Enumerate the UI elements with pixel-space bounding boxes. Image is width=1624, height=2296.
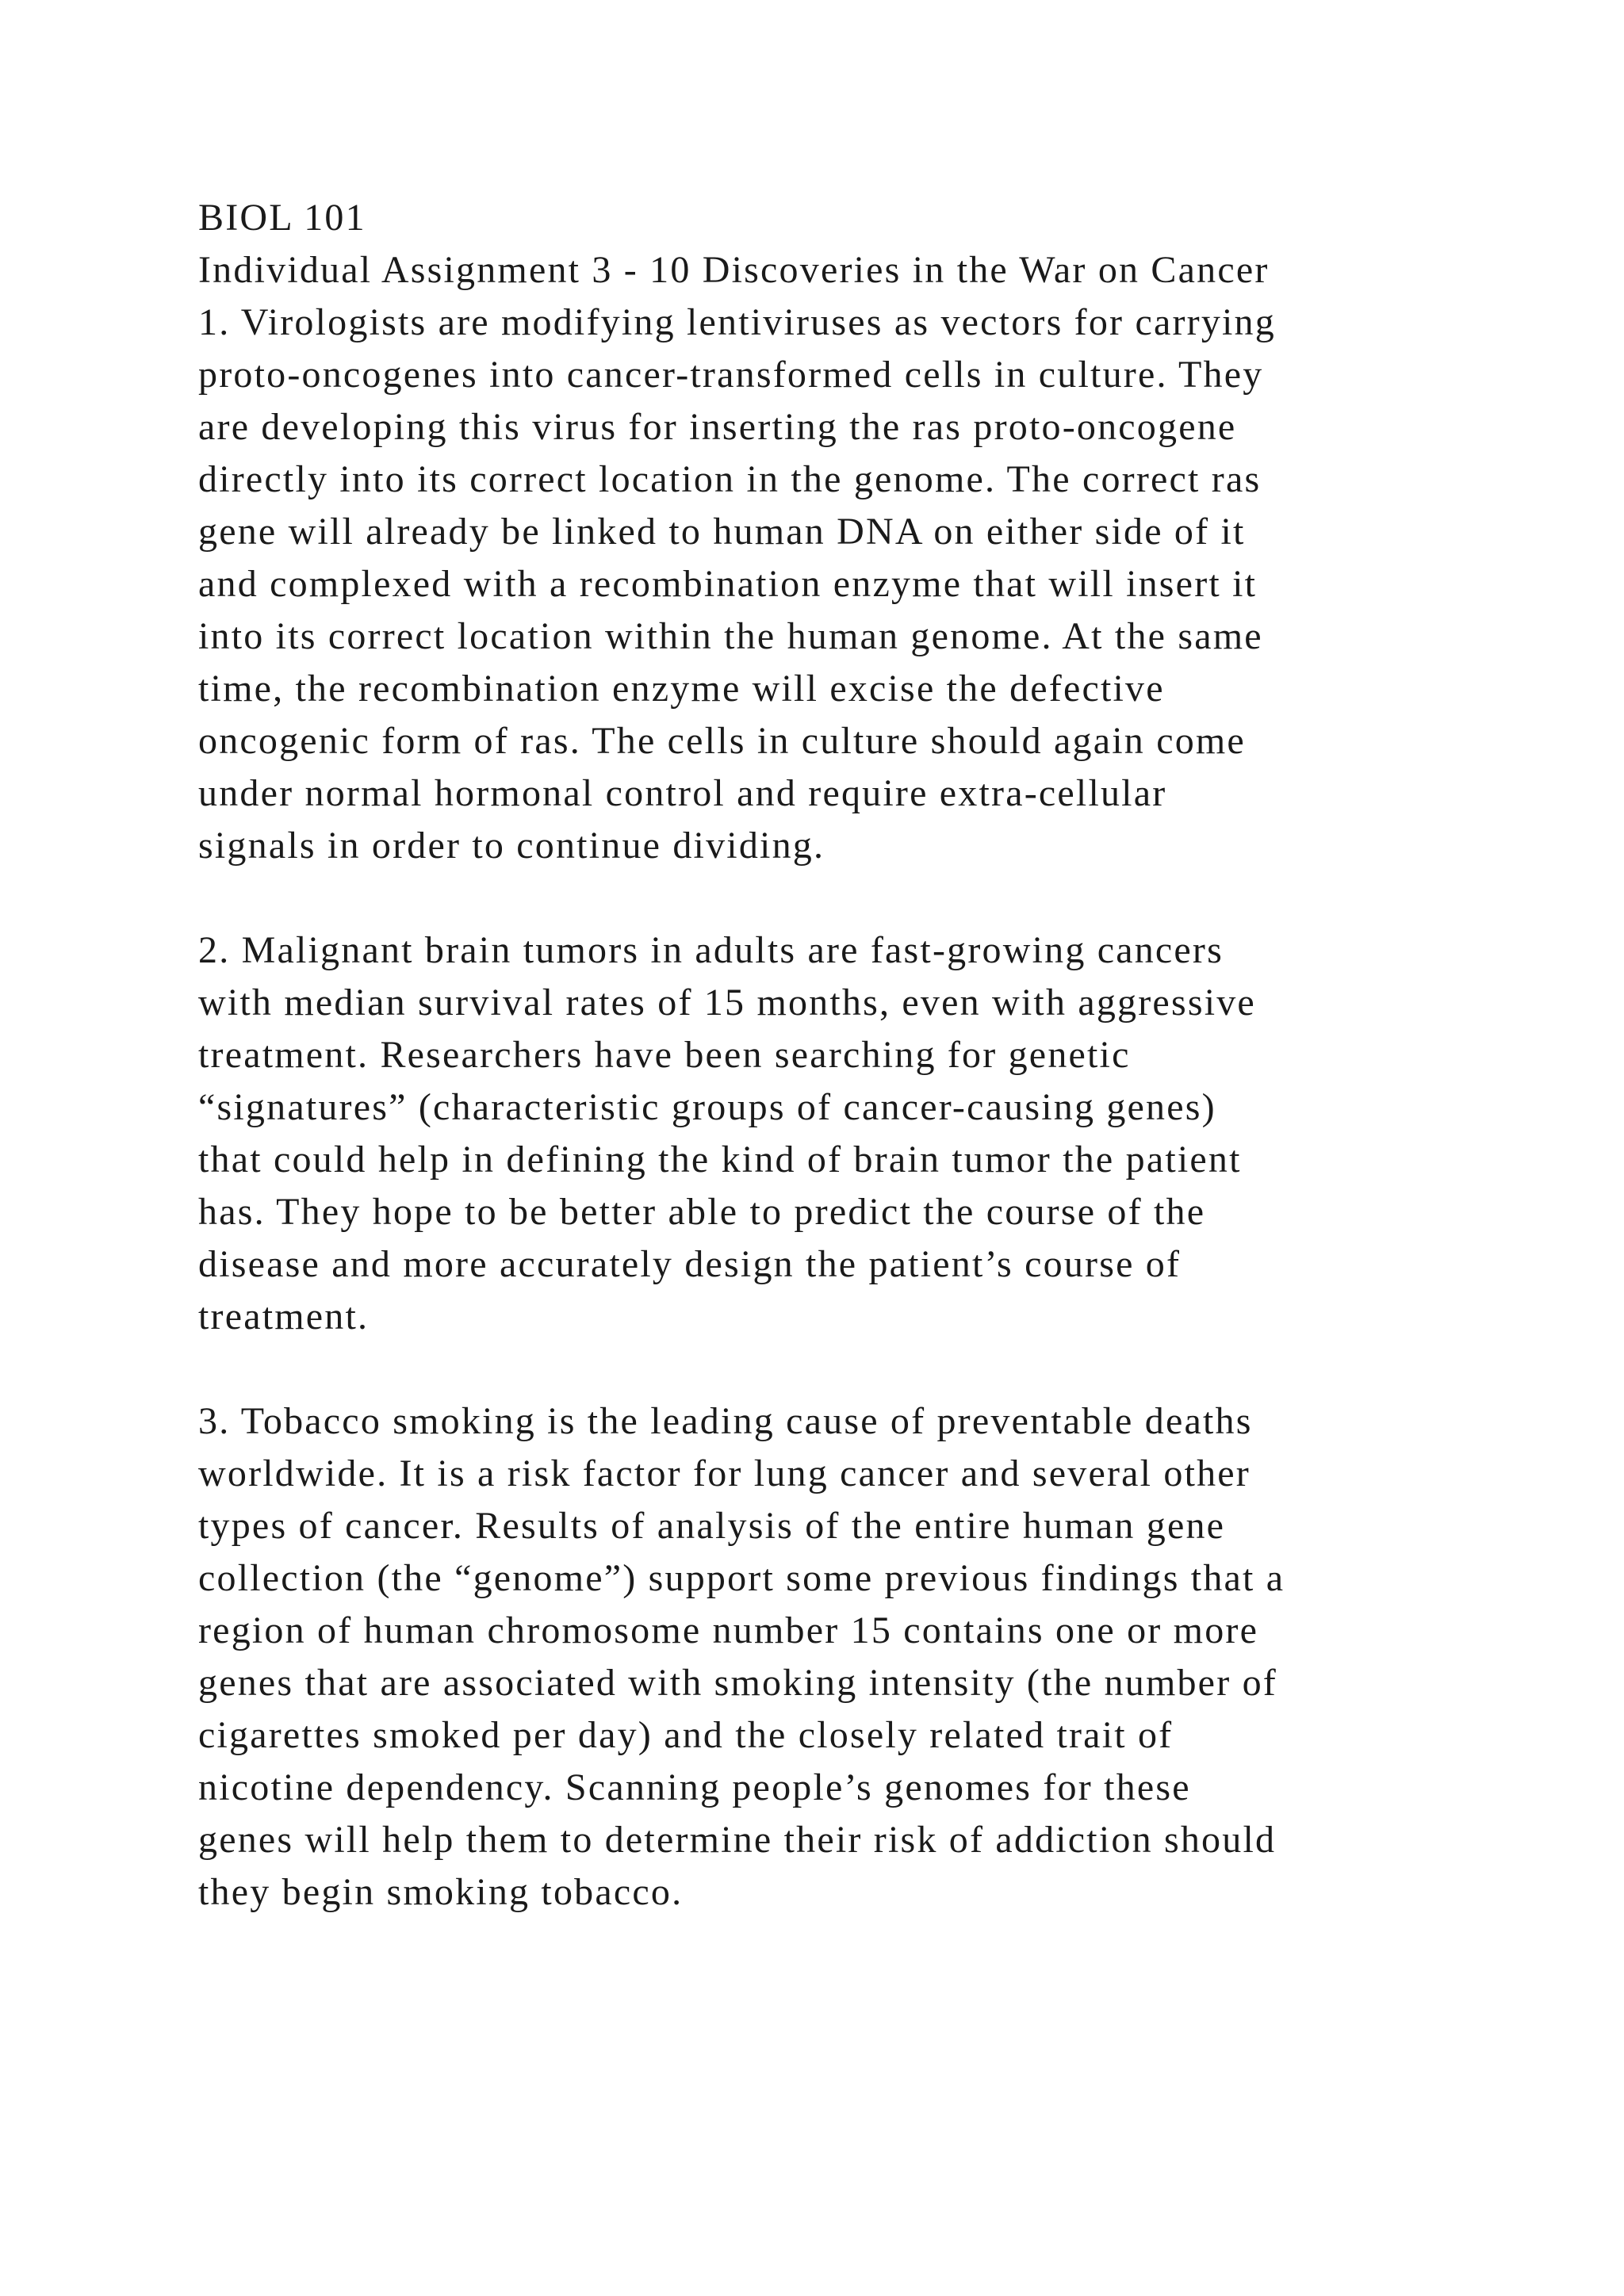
item-1-line: directly into its correct location in the genome. The correct ras xyxy=(198,458,1262,500)
item-3 xyxy=(198,1395,1530,1919)
item-1-line: into its correct location within the human genome. At the same xyxy=(198,615,1263,657)
item-3-line: collection (the “genome”) support some previous findings that a xyxy=(198,1557,1285,1599)
course-heading: BIOL 101 xyxy=(198,197,366,239)
item-1-line: time, the recombination enzyme will excise the defective xyxy=(198,668,1165,710)
item-1-line: 1. Virologists are modifying lentiviruses as vectors for carrying xyxy=(198,301,1276,343)
item-2-line: has. They hope to be better able to predict the course of the xyxy=(198,1191,1206,1233)
item-3-line: worldwide. It is a risk factor for lung cancer and several other xyxy=(198,1452,1251,1494)
item-3-line: types of cancer. Results of analysis of the entire human gene xyxy=(198,1505,1226,1547)
item-3-line: genes will help them to determine their risk of addiction should xyxy=(198,1819,1277,1861)
item-1-line: under normal hormonal control and require extra-cellular xyxy=(198,772,1167,814)
item-1-line: are developing this virus for inserting the ras proto-oncogene xyxy=(198,406,1237,448)
item-2-line: treatment. xyxy=(198,1295,370,1337)
item-2 xyxy=(198,924,1530,1343)
item-1-line: proto-oncogenes into cancer-transformed cells in culture. They xyxy=(198,354,1264,396)
paragraph-gap xyxy=(198,1343,1530,1395)
item-3-line: genes that are associated with smoking intensity (the number of xyxy=(198,1662,1277,1704)
item-2-line: that could help in defining the kind of brain tumor the patient xyxy=(198,1138,1242,1181)
item-2-line: disease and more accurately design the patient’s course of xyxy=(198,1243,1182,1285)
assignment-title: Individual Assignment 3 - 10 Discoveries in the War on Cancer xyxy=(198,249,1270,291)
item-1-line: and complexed with a recombination enzyme that will insert it xyxy=(198,563,1258,605)
item-3-line: cigarettes smoked per day) and the closely related trait of xyxy=(198,1714,1174,1756)
item-3-line: nicotine dependency. Scanning people’s genomes for these xyxy=(198,1766,1191,1808)
document-body xyxy=(198,192,1530,1919)
paragraph-gap xyxy=(198,872,1530,924)
item-3-line: region of human chromosome number 15 contains one or more xyxy=(198,1609,1259,1651)
item-2-line: 2. Malignant brain tumors in adults are fast-growing cancers xyxy=(198,929,1224,971)
item-2-line: treatment. Researchers have been searching for genetic xyxy=(198,1034,1131,1076)
item-3-line: they begin smoking tobacco. xyxy=(198,1871,684,1913)
item-1 xyxy=(198,297,1530,872)
item-3-line: 3. Tobacco smoking is the leading cause of preventable deaths xyxy=(198,1400,1253,1442)
item-2-line: “signatures” (characteristic groups of cancer-causing genes) xyxy=(198,1086,1216,1128)
item-2-line: with median survival rates of 15 months, even with aggressive xyxy=(198,982,1256,1024)
item-1-line: signals in order to continue dividing. xyxy=(198,825,825,867)
item-1-line: oncogenic form of ras. The cells in culture should again come xyxy=(198,720,1246,762)
item-1-line: gene will already be linked to human DNA on either side of it xyxy=(198,511,1246,553)
